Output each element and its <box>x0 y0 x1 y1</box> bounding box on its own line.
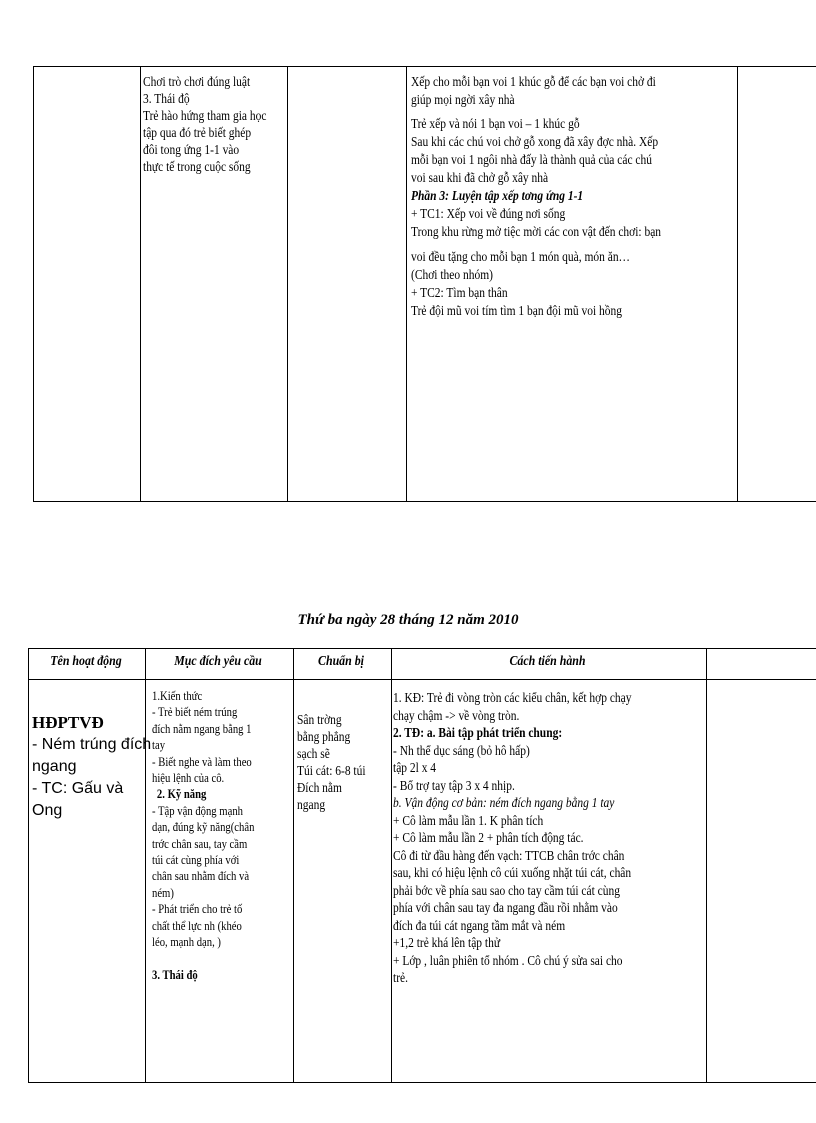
text-line: voi sau khi đã chở gỗ xây nhà <box>411 171 549 186</box>
top-steps-cell <box>411 74 661 321</box>
text-line: + TC2: Tìm bạn thân <box>411 286 508 301</box>
text-line: voi đều tặng cho mỗi bạn 1 món quà, món ăn… <box>411 250 631 265</box>
header-goals: Mục đích yêu cầu <box>174 654 262 669</box>
text-line: sau, khi có hiệu lệnh cô cúi xuống nhặt túi cát, chân <box>393 866 632 881</box>
text-line: mỗi bạn voi 1 ngôi nhà đấy là thành quả của các chú <box>411 153 653 168</box>
text-line: thực tế trong cuộc sống <box>143 160 251 175</box>
text-line: trẻ. <box>393 971 408 986</box>
text-line: Đích nằm <box>297 781 342 796</box>
header-prep: Chuẩn bị <box>318 654 364 669</box>
header-steps: Cách tiến hành <box>509 654 586 669</box>
text-line: ngang <box>297 798 326 813</box>
text-line: Trẻ xếp và nói 1 bạn voi – 1 khúc gỗ <box>411 117 580 132</box>
activity-cell <box>32 712 151 822</box>
text-line: b. Vận động cơ bản: ném đích ngang bằng 1 tay <box>393 796 615 811</box>
text-line: ngang <box>32 758 77 775</box>
text-line: tay <box>152 737 166 753</box>
text-line: - Bổ trợ tay tập 3 x 4 nhịp. <box>393 778 515 794</box>
text-line: Chơi trò chơi đúng luật <box>143 75 251 90</box>
goals-cell <box>152 688 254 983</box>
text-line: tập 2l x 4 <box>393 761 437 776</box>
text-line: léo, mạnh dạn, ) <box>152 934 221 950</box>
text-line: 2. TĐ: a. Bài tập phát triển chung: <box>393 726 563 741</box>
text-line: chạy chậm -> về vòng tròn. <box>393 708 520 724</box>
text-line: sạch sẽ <box>297 747 330 762</box>
text-line: 1.Kiến thức <box>152 688 203 703</box>
text-line: 1. KĐ: Trẻ đi vòng tròn các kiểu chân, kết hợp chạy <box>393 691 632 706</box>
text-line: + TC1: Xếp voi về đúng nơi sống <box>411 207 566 222</box>
section-heading: Phần 3: Luyện tập xếp tơng ứng 1-1 <box>411 189 584 204</box>
text-line: - Trẻ biết ném trúng <box>152 704 238 720</box>
text-line: túi cát cùng phía với <box>152 852 240 868</box>
text-line: Sau khi các chú voi chở gỗ xong đã xây đợc nhà. Xếp <box>411 135 659 150</box>
text-line: - Biết nghe và làm theo <box>152 753 252 769</box>
text-line: chất thể lực nh (khéo <box>152 917 242 933</box>
text-line: phải bớc về phía sau sao cho tay cầm túi cát cùng <box>393 883 620 899</box>
text-line: chân sau nhằm đích và <box>152 868 250 884</box>
header-activity: Tên hoạt động <box>50 654 122 669</box>
text-line: đích đa túi cát ngang tầm mắt và ném <box>393 918 566 934</box>
text-line: trớc chân sau, tay cầm <box>152 835 248 851</box>
text-line: ném) <box>152 884 174 900</box>
text-line: Sân trờng <box>297 713 342 728</box>
text-line: - Phát triển cho trẻ tố <box>152 901 243 917</box>
text-line: Túi cát: 6-8 túi <box>297 764 366 779</box>
steps-cell <box>393 690 631 988</box>
text-line: Trong khu rừng mở tiệc mời các con vật đến chơi: bạn <box>411 225 662 240</box>
text-line: + Cô làm mẫu lần 2 + phân tích động tác. <box>393 831 584 846</box>
text-line: dạn, đúng kỹ năng(chân <box>152 819 255 835</box>
text-line: - Ném trúng đích <box>32 736 152 753</box>
text-line: +1,2 trẻ khá lên tập thử <box>393 936 501 951</box>
text-line: - Nh thể dục sáng (bỏ hô hấp) <box>393 743 530 759</box>
text-line: đích nằm ngang bằng 1 <box>152 720 252 736</box>
text-line: đôi tong ứng 1-1 vào <box>143 143 240 158</box>
text-line: + Cô làm mẫu lần 1. K phân tích <box>393 813 544 829</box>
top-goals-cell <box>143 74 266 176</box>
text-line: 3. Thái độ <box>152 966 198 982</box>
prep-cell <box>297 712 366 814</box>
text-line: giúp mọi ngời xây nhà <box>411 93 515 108</box>
text-line: 2. Kỹ năng <box>156 786 207 802</box>
text-line: Trẻ đội mũ voi tím tìm 1 bạn đội mũ voi hồng <box>411 304 623 319</box>
text-line: 3. Thái độ <box>143 92 190 107</box>
text-line: - TC: Gấu và <box>32 780 124 797</box>
text-line: + Lớp , luân phiên tổ nhóm . Cô chú ý sửa sai cho <box>393 953 623 969</box>
text-line: - Tập vận động mạnh <box>152 802 243 818</box>
text-line: Cô đi từ đầu hàng đến vạch: TTCB chân trớc chân <box>393 848 625 864</box>
text-line: bằng phẳng <box>297 730 351 745</box>
text-line: (Chơi theo nhóm) <box>411 268 493 283</box>
text-line: Ong <box>32 802 63 819</box>
text-line: phía với chân sau tay đa ngang đầu rồi nhằm vào <box>393 901 618 916</box>
text-line <box>152 951 254 967</box>
date-title: Thứ ba ngày 28 tháng 12 năm 2010 <box>297 612 519 628</box>
text-line: hiệu lệnh của cô. <box>152 770 225 786</box>
activity-title: HĐPTVĐ <box>32 713 104 732</box>
text-line: Trẻ hào hứng tham gia học <box>143 109 267 124</box>
text-line: Xếp cho mỗi bạn voi 1 khúc gỗ để các bạn voi chở đi <box>411 75 656 90</box>
text-line: tập qua đó trẻ biết ghép <box>143 126 252 141</box>
